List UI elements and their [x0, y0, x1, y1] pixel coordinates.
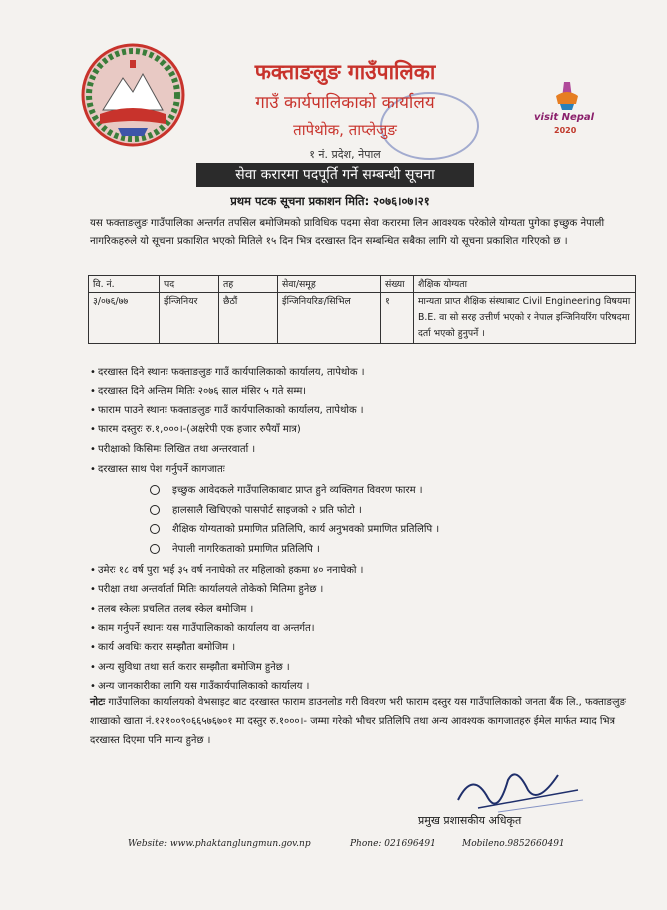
document-item: शैक्षिक योग्यताको प्रमाणित प्रतिलिपि, कार्य अनुभवको प्रमाणित प्रतिलिपि । — [150, 521, 620, 535]
table-header: वि. नं. — [89, 276, 160, 293]
table-header: सेवा/समूह — [278, 276, 381, 293]
table-cell-service: ईन्जिनियरिङ/सिभिल — [278, 293, 381, 344]
table-header-row — [89, 276, 636, 293]
note-label: नोटः — [90, 697, 106, 708]
table-cell-post: ईन्जिनियर — [160, 293, 219, 344]
publication-date: प्रथम पटक सूचना प्रकाशन मिति: २०७६।०७।२१ — [230, 194, 430, 208]
document-item: इच्छुक आवेदकले गाउँपालिकाबाट प्राप्त हुने व्यक्तिगत विवरण फारम । — [150, 482, 620, 496]
list-item: • फाराम पाउने स्थानः फक्ताङलुङ गाउँ कार्यपालिकाको कार्यालय, तापेथोक । — [90, 405, 364, 416]
province-name: १ नं. प्रदेश, नेपाल — [309, 148, 381, 161]
circle-bullet-icon — [150, 505, 160, 515]
footer-mobile: Mobileno.9852660491 — [462, 839, 565, 849]
list-item: • फारम दस्तुरः रु.१,०००।-(अक्षरेपी एक हजार रुपैयाँ मात्र) — [90, 424, 301, 435]
table-header: संख्या — [381, 276, 414, 293]
table-cell-qualification: मान्यता प्राप्त शैक्षिक संस्थाबाट Civil Engineering विषयमा B.E. वा सो सरह उत्तीर्ण भएको र नेपाल इन्जिनियरिंग परिषदमा दर्ता भएको हुनुपर्ने । — [414, 293, 636, 344]
circle-bullet-icon — [150, 544, 160, 554]
list-item: • उमेरः १८ वर्ष पुरा भई ३५ वर्ष ननाघेको तर महिलाको हकमा ४० ननाघेको । — [90, 565, 364, 576]
table-header: शैक्षिक योग्यता — [414, 276, 636, 293]
list-item: • अन्य सुविधा तथा सर्त करार सम्झौता बमोजिम हुनेछ । — [90, 662, 290, 673]
municipality-name: फक्ताङलुङ गाउँपालिका — [254, 60, 436, 84]
list-item: • तलब स्केलः प्रचलित तलब स्केल बमोजिम । — [90, 604, 254, 615]
list-item: • काम गर्नुपर्ने स्थानः यस गाउँपालिकाको कार्यालय वा अन्तर्गत। — [90, 623, 315, 634]
table-cell-no: ३/०७६/७७ — [89, 293, 160, 344]
list-item: • दरखास्त दिने स्थानः फक्ताङलुङ गाउँ कार्यपालिकाको कार्यालय, तापेथोक । — [90, 367, 365, 378]
vacancy-table — [88, 275, 636, 344]
list-item: • परीक्षा तथा अन्तर्वार्ता मितिः कार्यालयले तोकेको मितिमा हुनेछ । — [90, 584, 324, 595]
footer-website: Website: www.phaktanglungmun.gov.np — [128, 839, 311, 849]
list-item: • दरखास्त साथ पेश गर्नुपर्ने कागजातः — [90, 464, 225, 475]
table-cell-count: १ — [381, 293, 414, 344]
table-header: तह — [219, 276, 278, 293]
footer-phone: Phone: 021696491 — [350, 839, 436, 849]
note-paragraph — [90, 693, 638, 750]
nepal-emblem-icon — [78, 40, 188, 150]
visit-nepal-year: 2020 — [554, 126, 577, 135]
note-text: गाउँपालिका कार्यालयको वेभसाइट बाट दरखास्त फाराम डाउनलोड गरी विवरण भरी फाराम दस्तुर यस गाउँपालिकाको जनता बैंक लि., फक्ताङलुङ शाखाको खाता नं.१२१००९०६६५७६७०१ मा दस्तुर रु.१०००।- जम्मा गरेको भौचर प्रतिलिपि तथा अन्य आवश्यक कागजातहरु ईमेल मार्फत म्याद भित्र दरखास्त दिएमा पनि मान्य हुनेछ । — [90, 697, 626, 746]
signature-icon — [438, 760, 588, 820]
document-item: नेपाली नागरिकताको प्रमाणित प्रतिलिपि । — [150, 541, 620, 555]
office-address: तापेथोक, ताप्लेजुङ — [293, 121, 397, 139]
circle-bullet-icon — [150, 524, 160, 534]
table-cell-level: छैठौं — [219, 293, 278, 344]
office-name: गाउँ कार्यपालिकाको कार्यालय — [255, 93, 435, 113]
visit-nepal-text: visit Nepal — [534, 112, 595, 123]
list-item: • कार्य अवधिः करार सम्झौता बमोजिम । — [90, 642, 236, 653]
notice-title: सेवा करारमा पदपूर्ति गर्ने सम्बन्धी सूचना — [196, 163, 474, 187]
list-item: • दरखास्त दिने अन्तिम मितिः २०७६ साल मंसिर ५ गते सम्म। — [90, 386, 307, 397]
table-row — [89, 293, 636, 344]
circle-bullet-icon — [150, 485, 160, 495]
document-item: हालसालै खिचिएको पासपोर्ट साइजको २ प्रति फोटो । — [150, 502, 620, 516]
intro-paragraph: यस फक्ताङलुङ गाउँपालिका अन्तर्गत तपसिल बमोजिमको प्राविधिक पदमा सेवा करारमा लिन आवश्यक परेकोले योग्यता पुगेका इच्छुक नेपाली नागरिकहरुले यो सूचना प्रकाशित भएको मितिले १५ दिन भित्र दरखास्त दिन सम्बन्धित सबैका लागि यो सूचना प्रकाशित गरिएको छ । — [90, 218, 605, 247]
list-item: • अन्य जानकारीका लागि यस गाउँकार्यपालिकाको कार्यालय । — [90, 681, 310, 692]
table-header: पद — [160, 276, 219, 293]
signatory-title: प्रमुख प्रशासकीय अधिकृत — [418, 814, 522, 827]
list-item: • परीक्षाको किसिमः लिखित तथा अन्तरवार्ता । — [90, 444, 256, 455]
